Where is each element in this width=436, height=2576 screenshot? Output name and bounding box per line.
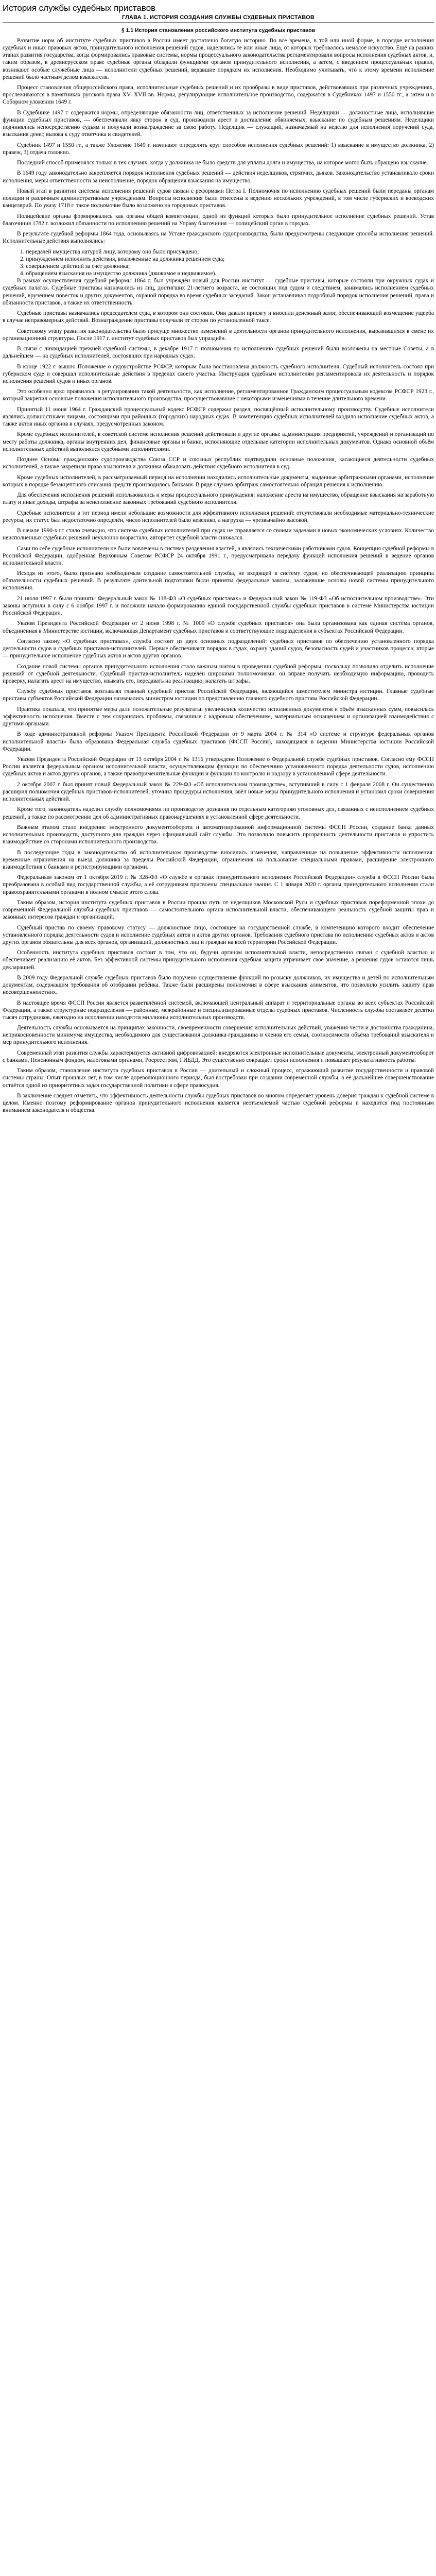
- paragraph: Сами по себе судебные исполнители не были вовлечены в систему разделения властей, а являлись техническими работниками судов. Концепция судебной реформы в Российской Федерации, одобренная Верховным Советом РСФСР 24 октября 1991 г., предусматривала передачу функций исполнения решений в ведение органов исполнительной власти.: [3, 545, 434, 566]
- paragraph: Судебный пристав по своему правовому статусу — должностное лицо, состоящее на государственной службе, в компетенцию которого входит обеспечение установленного порядка деятельности судов и исполнение судебных актов и актов других органов. Требования судебного пристава по исполнению судебных актов и актов других органов обязательны для всех органов, организаций, должностных лиц и граждан на всей территории Российской Федерации.: [3, 924, 434, 945]
- list-item: 2. принуждением исполнить действия, возложенные на должника решением суда;: [20, 256, 225, 262]
- document-body: [3, 37, 434, 1114]
- paragraph: Практика показала, что принятые меры дали положительные результаты: увеличились количество исполненных документов и объём взысканных сумм, повысилась эффективность исполнения. Вместе с тем сохранялись проблемы, связанные с кадровым обеспечением, материальным оснащением и организацией взаимодействия с другими органами.: [3, 706, 434, 727]
- list-item: 3. совершением действий за счёт должника;: [20, 263, 130, 269]
- paragraph: В заключение следует отметить, что эффективность деятельности службы судебных приставов во многом определяет уровень доверия граждан к судебной системе в целом. Именно поэтому реформирование органов принудительного исполнения является неотъемлемой частью судебной реформы и находится под постоянным вниманием законодателя и общества.: [3, 1092, 434, 1114]
- paragraph: В связи с ликвидацией прежней судебной системы, в декабре 1917 г. полномочия по исполнению судебных решений были возложены на местные Советы, а в дальнейшем — на судебных исполнителей, состоявших при народных судах.: [3, 346, 434, 360]
- paragraph: Кроме судебных исполнителей, в советской системе исполнения решений действовали и другие органы: администрация предприятий, учреждений и организаций по месту работы должника, органы внутренних дел, финансовые органы и банки, исполняющие отдельные категории исполнительных документов. Однако основной объём исполнительных действий выполнялся судебными исполнителями.: [3, 431, 434, 452]
- paragraph: Последний способ применялся только в тех случаях, когда у должника не было средств для уплаты долга и имущества, на которое могло быть обращено взыскание.: [17, 160, 428, 166]
- paragraph: Это особенно ярко проявилось в регулировании такой деятельности, как исполнение, регламентированное Гражданским процессуальным кодексом РСФСР 1923 г., который закрепил основные положения исполнительного производства, просуществовавшие с некоторыми изменениями в течение длительного времени.: [3, 388, 434, 402]
- paragraph: В настоящее время ФССП России является разветвлённой системой, включающей центральный аппарат и территориальные органы во всех субъектах Российской Федерации, а также структурные подразделения — районные, межрайонные и специализированные отделы судебных приставов. Численность службы составляет десятки тысяч сотрудников, ежегодно на исполнении находятся миллионы исполнительных производств.: [3, 999, 434, 1021]
- paragraph: Согласно закону «О судебных приставах», служба состоит из двух основных подразделений: судебных приставов по обеспечению установленного порядка деятельности судов и судебных приставов-исполнителей. Первые обеспечивают порядок в судах, охрану зданий судов, безопасность судей и участников процесса; вторые — принудительное исполнение судебных актов и актов других органов.: [3, 638, 434, 659]
- paragraph: Кроме судебных исполнителей, в рассматриваемый период на исполнении находились исполнительные документы, выданные арбитражными органами, исполнение которых в порядке безакцептного списания средств производилось банками. В ряде случаев арбитраж самостоятельно обращал решения к исполнению.: [3, 474, 434, 488]
- paragraph: В ходе административной реформы Указом Президента Российской Федерации от 9 марта 2004 г. № 314 «О системе и структуре федеральных органов исполнительной власти» была образована Федеральная служба судебных приставов (ФССП России), находящаяся в ведении Министерства юстиции Российской Федерации.: [3, 731, 434, 752]
- paragraph: Для обеспечения исполнения решений использовались и меры процессуального принуждения: наложение ареста на имущество, обращение взыскания на заработную плату и иные доходы, штрафы за неисполнение законных требований судебного исполнителя.: [3, 492, 434, 506]
- paragraph: Процесс становления общероссийского права, исполнительные судебных решений и их прообразы в виде приставов, действовавших при различных учреждениях, прослеживаются в памятниках русского права XV–XVII вв. Нормы, регулирующие исполнительное производство, содержатся в Судебниках 1497 и 1550 гг., а затем и в Соборном уложении 1649 г.: [3, 84, 434, 106]
- paragraph: Службу судебных приставов возглавлял главный судебный пристав Российской Федерации, являющийся заместителем министра юстиции. Главные судебные приставы субъектов Российской Федерации назначались министром юстиции по представлению главного судебного пристава Российской Федерации.: [3, 688, 434, 702]
- paragraph: Таким образом, становление института судебных приставов в России — длительный и сложный процесс, отражающий развитие государственности и правовой системы страны. Опыт прошлых лет, в том числе дореволюционного периода, был востребован при создании современной службы, а её дальнейшее совершенствование остаётся одной из приоритетных задач государственной политики в сфере правосудия.: [3, 1067, 434, 1089]
- paragraph: В 1649 году законодательно закрепляется порядок исполнения судебных решений — действия неделщиков, стряпчих, дьяков. Законодательство устанавливало сроки исполнения, меры ответственности за неисполнение, порядок обращения взыскания на имущество.: [3, 170, 434, 184]
- paragraph: В последующие годы в законодательство об исполнительном производстве вносились изменения, направленные на повышение эффективности исполнения: временные ограничения на выезд должника за пределы Российской Федерации, ограничения на пользование специальными правами, расширение электронного взаимодействия с банками и регистрирующими органами.: [3, 849, 434, 870]
- paragraph: Кроме того, законодатель наделил службу полномочиями по производству дознания по отдельным категориям уголовных дел, связанных с неисполнением судебных решений, а также по рассмотрению дел об административных правонарушениях в установленной сфере деятельности.: [3, 806, 434, 820]
- paragraph: Особенность института судебных приставов состоит в том, что он, будучи органом исполнительной власти, непосредственно связан с судебной властью и обеспечивает реализацию её актов. Без эффективной системы принудительного исполнения судебная защита утрачивает своё значение, а решения судов остаются лишь декларацией.: [3, 950, 434, 971]
- paragraph: Позднее Основы гражданского судопроизводства Союза ССР и союзных республик подтвердили основные положения, касающиеся деятельности судебных исполнителей, а также закрепили право взыскателя и должника обжаловать действия судебного исполнителя в суд.: [3, 456, 434, 470]
- paragraph: Деятельность службы основывается на принципах законности, своевременности совершения исполнительных действий, уважения чести и достоинства гражданина, неприкосновенности минимума имущества, необходимого для существования должника-гражданина и членов его семьи, соотносимости объёма требований взыскателя и мер принудительного исполнения.: [3, 1025, 434, 1046]
- paragraph: Указом Президента Российской Федерации от 13 октября 2004 г. № 1316 утверждено Положение о Федеральной службе судебных приставов. Согласно ему ФССП России является федеральным органом исполнительной власти, осуществляющим функции по обеспечению установленного порядка деятельности судов, исполнению судебных актов и актов других органов, а также правоприменительные функции и функции по контролю и надзору в установленной сфере деятельности.: [3, 756, 434, 777]
- paragraph: Исходя из этого, было признано необходимым создание самостоятельной службы, не входящей в систему судов, но обеспечивающей реализацию принципа обязательности судебных решений. В результате длительной подготовки были приняты федеральные законы, заложившие основы новой системы принудительного исполнения.: [3, 570, 434, 591]
- paragraph: В Судебнике 1497 г. содержатся нормы, определяющие обязанности лиц, ответственных за исполнение решений. Неделщики — должностные лица, исполнявшие функции судебных приставов, — обеспечивали явку сторон в суд, производили арест и доставление обвиняемых, взыскание по судебным решениям. Неделщики подчинялись непосредственно судьям и получали вознаграждение за свою работу. Неделщик — служащий, назначаемый на неделю для исполнения поручений суда, взыскания денег, вызова к суду ответчика и свидетелей.: [3, 109, 434, 138]
- chapter-title: ГЛАВА 1. ИСТОРИЯ СОЗДАНИЯ СЛУЖБЫ СУДЕБНЫХ ПРИСТАВОВ: [121, 14, 315, 21]
- paragraph: В конце 1922 г. вышло Положение о судоустройстве РСФСР, которым была восстановлена должность судебного исполнителя. Судебный исполнитель состоял при губернском суде и совершал исполнительные действия в пределах своего участка. Инструкция судебным исполнителям регламентировала их деятельность и порядок исполнения решений судов и иных органов.: [3, 363, 434, 384]
- paragraph: Федеральным законом от 1 октября 2019 г. № 328-ФЗ «О службе в органах принудительного исполнения Российской Федерации» служба в ФССП России была преобразована в особый вид государственной службы, а её сотрудникам присвоены специальные звания. С 1 января 2020 г. органы принудительного исполнения стали правоохранительными органами в полном смысле этого слова.: [3, 874, 434, 895]
- paragraph: Развитие норм об институте судебных приставов в России имеет достаточно богатую историю. Во все времена, в той или иной форме, в порядке исполнения судебных и иных правовых актов, принудительного исполнения решений судов, наделялись те или иные лица, от которых требовалось немалое искусство. Ещё на ранних этапах развития государства, когда формировались правовые системы, нормы процессуального законодательства регламентировали вопросы исполнения судебных актов, и, таким образом, в древнерусском праве судебные органы обладали функциями органов принудительного исполнения, а затем, с введением процессуальных правил, возникают особые служебные лица — исполнители судебных решений, ведавшие порядком их исполнения. Необходимо учитывать, что к этому времени исполнение решений было частным делом взыскателя.: [3, 38, 434, 80]
- paragraph: 2 октября 2007 г. был принят новый Федеральный закон № 229-ФЗ «Об исполнительном производстве», вступивший в силу с 1 февраля 2008 г. Он существенно расширил полномочия судебных приставов-исполнителей, уточнил процедуры исполнения, ввёл новые меры принудительного исполнения и установил сроки совершения исполнительных действий.: [3, 781, 434, 803]
- document-title: История службы судебных приставов: [3, 3, 156, 13]
- paragraph: Судебные исполнители в тот период имели небольшие возможности для эффективного исполнения решений: отсутствовали необходимые материально-технические ресурсы, их статус был недостаточно определён, число исполнителей было невелико, а нагрузка — чрезвычайно высокой.: [3, 510, 434, 523]
- paragraph: Судебные приставы назначались председателем суда, в котором они состояли. Они давали присягу и вносили денежный залог, обеспечивающий возмещение ущерба в случае неправомерных действий. Вознаграждение приставы получали от сторон по установленной таксе.: [3, 310, 434, 324]
- paragraph: Создание новой системы органов принудительного исполнения стало важным шагом в проведении судебной реформы, поскольку позволило отделить исполнение решений от судебной деятельности. Судебный пристав-исполнитель наделён широкими полномочиями: он вправе получать необходимую информацию, проводить проверку, налагать арест на имущество, изымать его, передавать на реализацию, налагать штрафы.: [3, 663, 434, 684]
- paragraph: Советскому этапу развития законодательства было присуще множество изменений в деятельности органов принудительного исполнения, выразившихся в смене их организационной структуры. После 1917 г. институт судебных приставов был упразднён.: [3, 328, 434, 342]
- paragraph: Важным этапом стало внедрение электронного документооборота и автоматизированной информационной системы ФССП России, создание банка данных исполнительных производств, доступного для граждан через официальный сайт службы. Это позволило повысить прозрачность деятельности приставов и упростить взаимодействие со сторонами исполнительного производства.: [3, 824, 434, 845]
- list-item: 4. обращением взыскания на имущество должника (движимое и недвижимое).: [20, 270, 217, 277]
- title-divider: [3, 22, 434, 23]
- paragraph: В рамках осуществления судебной реформы 1864 г. был учреждён новый для России институт — судебные приставы, которые состояли при окружных судах и судебных палатах. Судебные приставы назначались из лиц, достигших 21-летнего возраста, не состоящих под судом и следствием, занимались исполнением судебных решений, вручением повесток и других документов, охраной порядка во время судебных заседаний. Закон устанавливал подробный порядок исполнения решений, права и обязанности приставов, а также их ответственность.: [3, 278, 434, 306]
- paragraph: Полицейские органы формировались как органы общей компетенции, одной из функций которых было принудительное исполнение судебных решений. Устав благочиния 1782 г. возложил обязанности по исполнению решений на Управу благочиния — полицейский орган в городах.: [3, 213, 434, 227]
- paragraph: В результате судебной реформы 1864 года, основываясь на Уставе гражданского судопроизводства, были предусмотрены следующие способы исполнения решений. Исполнительные действия выполнялись:: [3, 231, 434, 245]
- paragraph: 21 июля 1997 г. были приняты Федеральный закон № 118-ФЗ «О судебных приставах» и Федеральный закон № 119-ФЗ «Об исполнительном производстве». Эти законы вступили в силу с 6 ноября 1997 г. и положили начало формированию единой государственной службы судебных приставов в системе Министерства юстиции Российской Федерации.: [3, 595, 434, 617]
- paragraph: Новый этап в развитии системы исполнения решений судов связан с реформами Петра I. Полномочия по исполнению судебных решений были переданы органам полиции и различным административным учреждениям. Вопросы исполнения были отнесены к ведению нескольких учреждений, в том числе губернских и воеводских канцелярий. По указу 1718 г. такое полномочие было возложено на городовых приставов.: [3, 188, 434, 209]
- section-title: § 1.1 История становления российского института судебных приставов: [121, 27, 316, 33]
- paragraph: В 2009 году Федеральной службе судебных приставов было поручено осуществление функций по розыску должников, их имущества и детей по исполнительным документам, содержащим требования об отобрании ребёнка. Также были расширены полномочия в сфере взыскания алиментов, что позволило усилить защиту прав несовершеннолетних.: [3, 974, 434, 996]
- document-page: [0, 3, 436, 1128]
- paragraph: Указом Президента Российской Федерации от 2 июня 1998 г. № 1009 «О службе судебных приставов» она была организована как единая система органов, объединённая в Министерстве юстиции, включающая Департамент судебных приставов и соответствующие подразделения в субъектах Российской Федерации.: [3, 620, 434, 634]
- paragraph: Таким образом, история института судебных приставов в России прошла путь от неделщиков Московской Руси и судебных приставов пореформенной эпохи до современной Федеральной службы судебных приставов — самостоятельного органа исполнительной власти, обеспечивающего реальность судебной защиты прав и законных интересов граждан и организаций.: [3, 899, 434, 921]
- paragraph: Судебник 1497 и 1550 гг., а также Уложение 1649 г. начинают определять круг способов исполнения судебных решений: 1) взыскание в имущество должника, 2) правеж, 3) отдача головою.: [3, 142, 434, 156]
- paragraph: Современный этап развития службы характеризуется активной цифровизацией: внедряются электронные исполнительные документы, электронный документооборот с банками, Пенсионным фондом, налоговыми органами, Росреестром, ГИБДД. Это существенно сокращает сроки исполнения и повышает результативность работы.: [3, 1049, 434, 1063]
- paragraph: Принятый 11 июня 1964 г. Гражданский процессуальный кодекс РСФСР содержал раздел, посвящённый исполнительному производству. Судебные исполнители являлись должностными лицами, состоящими при районных (городских) народных судах. В компетенцию судебных исполнителей входило исполнение судебных актов, а также актов иных органов в случаях, предусмотренных законом.: [3, 406, 434, 427]
- paragraph: В начале 1990-х гг. стало очевидно, что система судебных исполнителей при судах не справляется со своими задачами в новых экономических условиях. Количество неисполненных судебных решений неуклонно возрастало, авторитет судебной власти снижался.: [3, 528, 434, 541]
- list-item: 1. передачей имущества натурой лицу, которому оно было присуждено;: [20, 248, 199, 255]
